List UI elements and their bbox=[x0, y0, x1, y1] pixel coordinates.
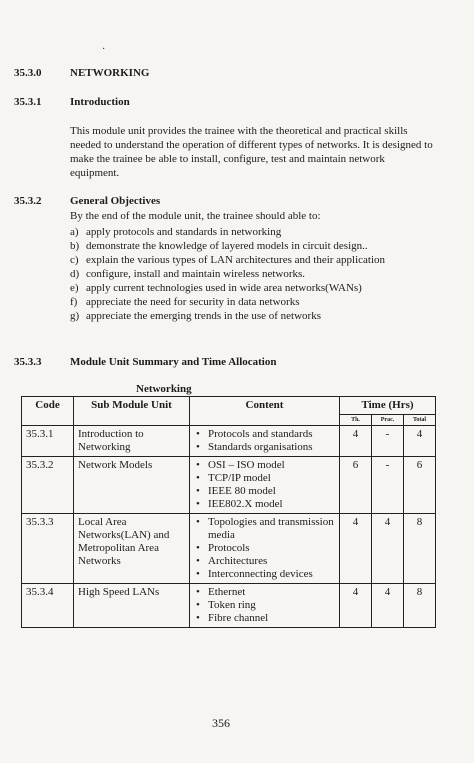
table-row bbox=[22, 457, 436, 514]
header-theory: Th. bbox=[340, 415, 372, 426]
objective-item bbox=[70, 239, 440, 253]
header-code: Code bbox=[22, 397, 74, 426]
content-bullet: • Architectures bbox=[208, 555, 335, 568]
content-bullet: • IEEE 80 model bbox=[208, 485, 335, 498]
content-bullet: • OSI – ISO model bbox=[208, 459, 335, 472]
cell-content bbox=[190, 584, 340, 628]
summary-title: Module Unit Summary and Time Allocation bbox=[70, 356, 277, 368]
cell-sub-module: Network Models bbox=[74, 457, 190, 514]
objective-label: f) bbox=[70, 296, 78, 308]
cell-practical-hours: - bbox=[372, 457, 404, 514]
intro-paragraph: This module unit provides the trainee with the theoretical and practical skills needed to understand the operation of different types of networks. It is designed to make the trainee be able to install, configure, test and maintain network equipment. bbox=[70, 125, 433, 179]
section-number: 35.3.0 bbox=[14, 67, 42, 79]
content-bullet: • Protocols and standards bbox=[208, 428, 335, 441]
objective-item bbox=[70, 309, 440, 323]
header-practical: Prac. bbox=[372, 415, 404, 426]
content-bullet: • Topologies and transmission media bbox=[208, 516, 335, 542]
content-bullet: • Token ring bbox=[208, 599, 335, 612]
header-time: Time (Hrs) bbox=[340, 397, 436, 415]
objectives-number: 35.3.2 bbox=[14, 195, 42, 207]
objective-text: apply current technologies used in wide area networks(WANs) bbox=[86, 282, 362, 294]
cell-total-hours: 8 bbox=[404, 584, 436, 628]
intro-number: 35.3.1 bbox=[14, 96, 42, 108]
content-bullet: • Fibre channel bbox=[208, 612, 335, 625]
table-row bbox=[22, 426, 436, 457]
content-bullet: • Protocols bbox=[208, 542, 335, 555]
cell-sub-module: High Speed LANs bbox=[74, 584, 190, 628]
cell-practical-hours: 4 bbox=[372, 514, 404, 584]
objective-text: demonstrate the knowledge of layered models in circuit design.. bbox=[86, 240, 368, 252]
cell-practical-hours: - bbox=[372, 426, 404, 457]
cell-sub-module: Local Area Networks(LAN) and Metropolitan Area Networks bbox=[74, 514, 190, 584]
table-row bbox=[22, 514, 436, 584]
content-bullet: • IEE802.X model bbox=[208, 498, 335, 511]
objective-label: e) bbox=[70, 282, 79, 294]
objective-label: g) bbox=[70, 310, 80, 322]
intro-title: Introduction bbox=[70, 96, 130, 108]
cell-theory-hours: 4 bbox=[340, 514, 372, 584]
page-number: 356 bbox=[212, 716, 230, 730]
objective-item bbox=[70, 253, 440, 267]
cell-sub-module: Introduction to Networking bbox=[74, 426, 190, 457]
objective-label: b) bbox=[70, 240, 80, 252]
objective-text: explain the various types of LAN architectures and their application bbox=[86, 254, 386, 266]
stray-mark: · bbox=[102, 44, 106, 55]
header-content: Content bbox=[190, 397, 340, 426]
objective-text: appreciate the emerging trends in the use of networks bbox=[86, 310, 321, 322]
objectives-lead: By the end of the module unit, the trainee should able to: bbox=[70, 210, 321, 222]
section-title: NETWORKING bbox=[70, 67, 150, 79]
objective-item bbox=[70, 225, 440, 239]
cell-theory-hours: 4 bbox=[340, 426, 372, 457]
cell-total-hours: 8 bbox=[404, 514, 436, 584]
cell-code: 35.3.2 bbox=[22, 457, 74, 514]
module-table bbox=[21, 396, 436, 628]
objective-item bbox=[70, 267, 440, 281]
cell-total-hours: 6 bbox=[404, 457, 436, 514]
cell-content bbox=[190, 514, 340, 584]
objectives-title: General Objectives bbox=[70, 195, 161, 207]
cell-content bbox=[190, 457, 340, 514]
cell-content bbox=[190, 426, 340, 457]
content-bullet: • Ethernet bbox=[208, 586, 335, 599]
objective-text: configure, install and maintain wireless networks. bbox=[86, 268, 306, 280]
cell-code: 35.3.1 bbox=[22, 426, 74, 457]
header-total: Total bbox=[404, 415, 436, 426]
cell-code: 35.3.4 bbox=[22, 584, 74, 628]
objective-label: a) bbox=[70, 226, 79, 238]
header-sub-module: Sub Module Unit bbox=[74, 397, 190, 426]
cell-theory-hours: 4 bbox=[340, 584, 372, 628]
objectives-list bbox=[70, 225, 440, 323]
objective-text: apply protocols and standards in networking bbox=[86, 226, 282, 238]
table-caption: Networking bbox=[136, 383, 192, 395]
objective-item bbox=[70, 281, 440, 295]
content-bullet: • Interconnecting devices bbox=[208, 568, 335, 581]
summary-number: 35.3.3 bbox=[14, 356, 42, 368]
table-row bbox=[22, 584, 436, 628]
content-bullet: • Standards organisations bbox=[208, 441, 335, 454]
objective-label: d) bbox=[70, 268, 80, 280]
objective-item bbox=[70, 295, 440, 309]
cell-code: 35.3.3 bbox=[22, 514, 74, 584]
objective-text: appreciate the need for security in data networks bbox=[86, 296, 300, 308]
cell-practical-hours: 4 bbox=[372, 584, 404, 628]
objective-label: c) bbox=[70, 254, 79, 266]
cell-theory-hours: 6 bbox=[340, 457, 372, 514]
content-bullet: • TCP/IP model bbox=[208, 472, 335, 485]
cell-total-hours: 4 bbox=[404, 426, 436, 457]
